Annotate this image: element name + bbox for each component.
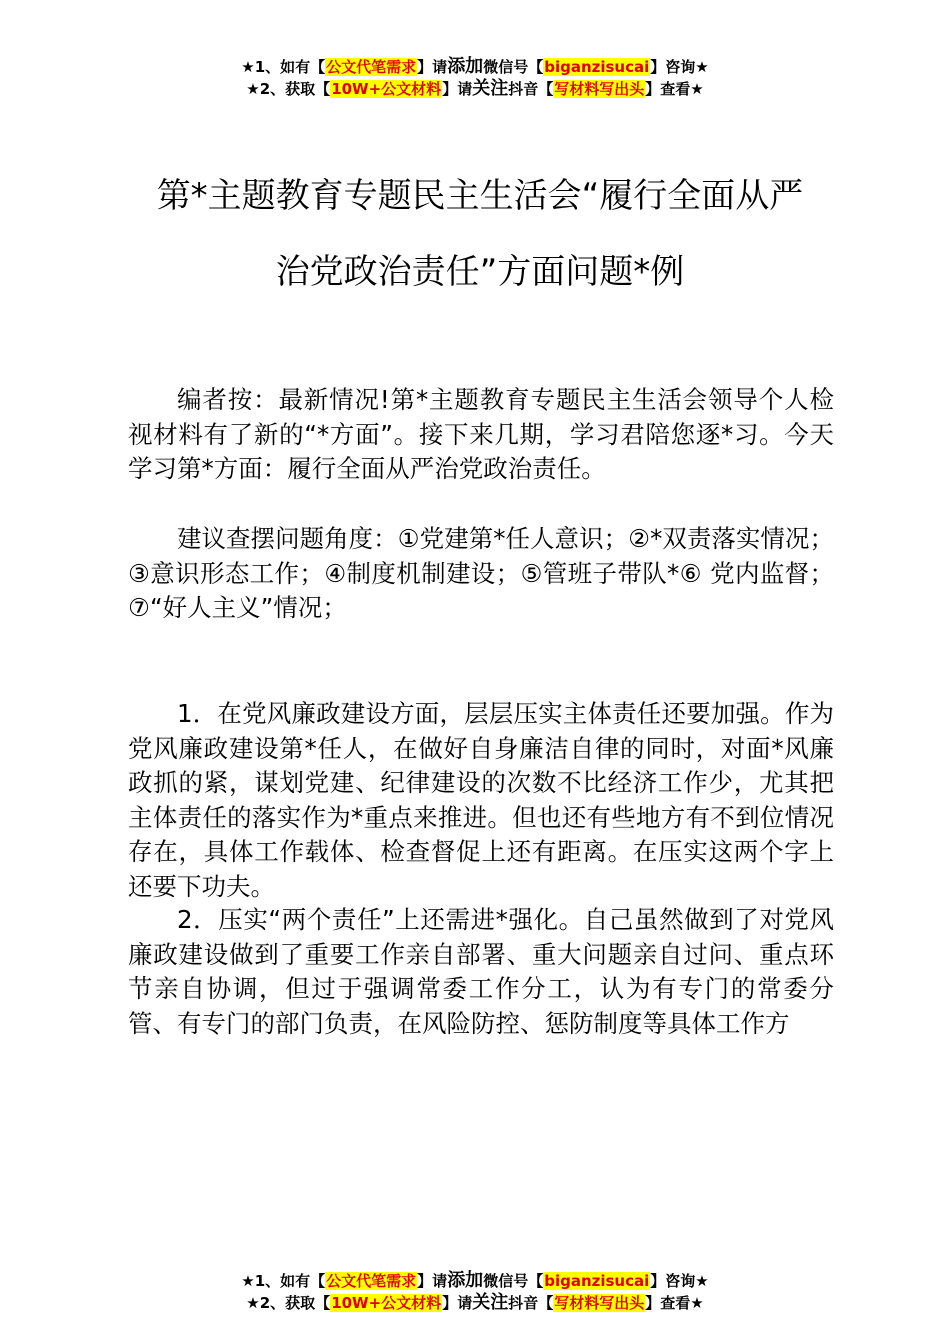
list-item-1: 1．在党风廉政建设方面，层层压实主体责任还要加强。作为党风廉政建设第*任人，在做好自身廉洁自律的同时，对面*风廉政抓的紧，谋划党建、纪律建设的次数不比经济工作少，尤其把主体责任的落实作为*重点来推进。但也还有些地方有不到位情况存在，具体工作载体、检查督促上还有距离。在压实这两个字上还要下功夫。 [128, 699, 834, 901]
document-title [120, 158, 840, 310]
star-icon: ★ [690, 1294, 704, 1312]
wechat-id: biganzisucai [544, 58, 650, 76]
star-icon: ★ [690, 80, 704, 98]
highlight-materials: 10W+公文材料 [331, 80, 442, 98]
suggestion-paragraph: 建议查摆问题角度：①党建第*任人意识；②*双责落实情况；③意识形态工作；④制度机制建设；⑤管班子带队*⑥ 党内监督；⑦“好人主义”情况； [128, 524, 834, 622]
star-icon: ★ [246, 80, 260, 98]
title-line-1: 第*主题教育专题民主生活会“履行全面从严 [156, 176, 804, 216]
star-icon: ★ [246, 1294, 260, 1312]
star-icon: ★ [695, 1272, 709, 1290]
douyin-account: 写材料写出头 [554, 80, 645, 98]
list-item-2: 2．压实“两个责任”上还需进*强化。自己虽然做到了对党风廉政建设做到了重要工作亲自部署、重大问题亲自过问、重点环节亲自协调，但过于强调常委工作分工，认为有专门的常委分管、有专门的部门负责，在风险防控、惩防制度等具体工作方 [128, 905, 834, 1038]
douyin-account: 写材料写出头 [554, 1294, 645, 1312]
wechat-id: biganzisucai [544, 1272, 650, 1290]
footer-banner-line-2: ★2、获取【10W+公文材料】请关注抖音【写材料写出头】查看★ [246, 1292, 704, 1313]
highlight-service: 公文代笔需求 [326, 1272, 417, 1290]
highlight-materials: 10W+公文材料 [331, 1294, 442, 1312]
footer-banner-line-1: ★1、如有【公文代笔需求】请添加微信号【biganzisucai】咨询★ [241, 1270, 709, 1291]
highlight-service: 公文代笔需求 [326, 58, 417, 76]
header-banner-line-1: ★1、如有【公文代笔需求】请添加微信号【biganzisucai】咨询★ [241, 56, 709, 77]
star-icon: ★ [695, 58, 709, 76]
editor-note-paragraph: 编者按：最新情况!第*主题教育专题民主生活会领导个人检视材料有了新的“*方面”。接下来几期，学习君陪您逐*习。今天学习第*方面：履行全面从严治党政治责任。 [128, 385, 834, 483]
star-icon: ★ [241, 58, 255, 76]
star-icon: ★ [241, 1272, 255, 1290]
title-line-2: 治党政治责任”方面问题*例 [275, 252, 685, 292]
footer-banner [0, 1270, 950, 1314]
header-banner-line-2: ★2、获取【10W+公文材料】请关注抖音【写材料写出头】查看★ [246, 78, 704, 99]
header-banner [0, 56, 950, 100]
